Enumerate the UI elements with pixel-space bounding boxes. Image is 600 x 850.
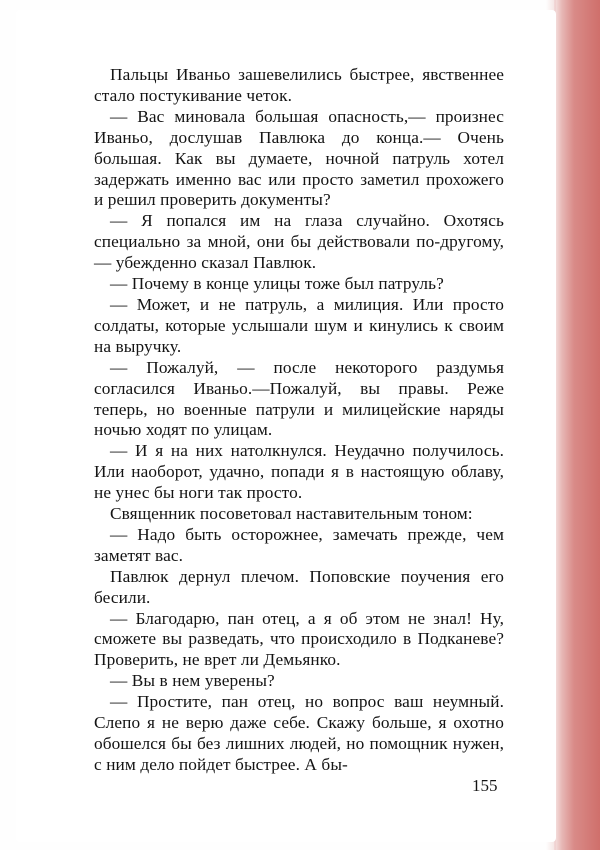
- paragraph: Павлюк дернул плечом. Поповские поучения его бесили.: [94, 566, 504, 607]
- paragraph: Пальцы Иваньо зашевелились быстрее, явственнее стало постукивание четок.: [94, 65, 504, 105]
- paragraph: — Пожалуй, — после некоторого раздумья согласился Иваньо.—Пожалуй, вы правы. Реже теперь, но военные патрули и милицейские наряды ночью ходят по улицам.: [94, 357, 504, 440]
- book-cover-edge: [554, 0, 600, 850]
- page-number: 155: [472, 776, 498, 795]
- paragraph: — Почему в конце улицы тоже был патруль?: [110, 274, 444, 294]
- paragraph: — Я попался им на глаза случайно. Охотясь специально за мной, они бы действовали по-другому,— убежденно сказал Павлюк.: [94, 211, 504, 273]
- body-text: [94, 65, 504, 776]
- paragraph: Священник посоветовал наставительным тоном:: [110, 504, 473, 524]
- paragraph: — И я на них натолкнулся. Неудачно получилось. Или наоборот, удачно, попади я в настоящую облаву, не унес бы ноги так просто.: [94, 441, 504, 503]
- book-page: [16, 10, 556, 842]
- paragraph: — Благодарю, пан отец, а я об этом не знал! Ну, сможете вы разведать, что происходило в Подканеве? Проверить, не врет ли Демьянко.: [94, 608, 504, 670]
- paragraph: — Надо быть осторожнее, замечать прежде, чем заметят вас.: [94, 524, 504, 565]
- paragraph: — Простите, пан отец, но вопрос ваш неумный. Слепо я не верю даже себе. Скажу больше, я охотно обошелся бы без лишних людей, но помощник нужен, с ним дело пойдет быстрее. А бы-: [94, 692, 504, 774]
- paragraph: — Вы в нем уверены?: [110, 671, 275, 691]
- paragraph: — Может, и не патруль, а милиция. Или просто солдаты, которые услышали шум и кинулись к своим на выручку.: [94, 294, 504, 356]
- paragraph: — Вас миновала большая опасность,— произнес Иваньо, дослушав Павлюка до конца.— Очень большая. Как вы думаете, ночной патруль хотел задержать именно вас или просто заметил прохожего и решил проверить документы?: [94, 106, 504, 210]
